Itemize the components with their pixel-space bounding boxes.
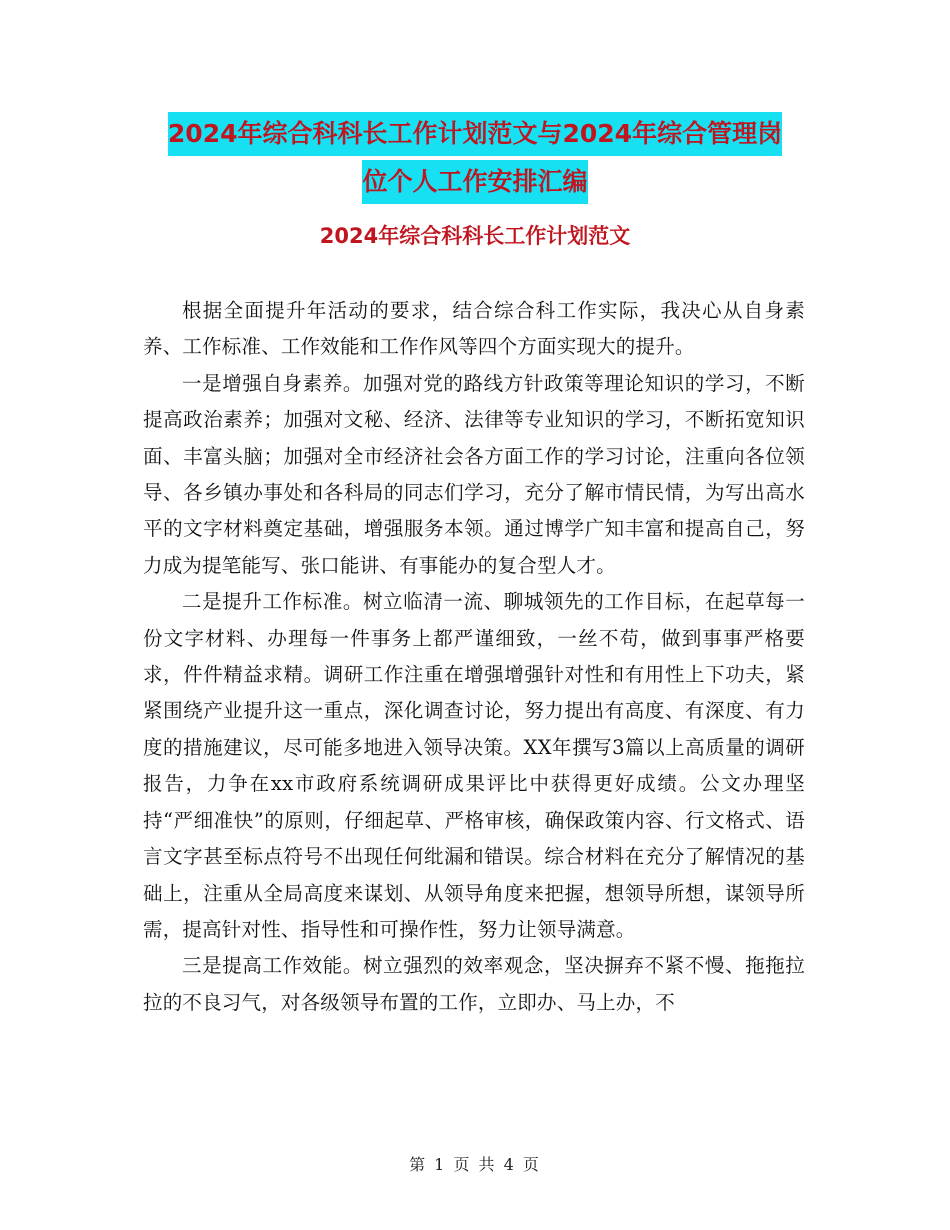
- title-line-2: 位个人工作安排汇编: [362, 160, 587, 204]
- section-title: 2024年综合科科长工作计划范文: [319, 224, 631, 248]
- paragraph: 二是提升工作标准。树立临清一流、聊城领先的工作目标，在起草每一份文字材料、办理每一件事务上都严谨细致，一丝不苟，做到事事严格要求，件件精益求精。调研工作注重在增强增强针对性和有用性上下功夫，紧紧围绕产业提升这一重点，深化调查讨论，努力提出有高度、有深度、有力度的措施建议，尽可能多地进入领导决策。XX年撰写3篇以上高质量的调研报告，力争在xx市政府系统调研成果评比中获得更好成绩。公文办理坚持“严细准快”的原则，仔细起草、严格审核，确保政策内容、行文格式、语言文字甚至标点符号不出现任何纰漏和错误。综合材料在充分了解情况的基础上，注重从全局高度来谋划、从领导角度来把握，想领导所想，谋领导所需，提高针对性、指导性和可操作性，努力让领导满意。: [143, 590, 805, 941]
- paragraph: 三是提高工作效能。树立强烈的效率观念，坚决摒弃不紧不慢、拖拖拉拉的不良习气，对各级领导布置的工作，立即办、马上办，不: [143, 954, 805, 1014]
- paragraph: 根据全面提升年活动的要求，结合综合科工作实际，我决心从自身素养、工作标准、工作效能和工作作风等四个方面实现大的提升。: [143, 299, 805, 359]
- document-title: [140, 112, 810, 208]
- paragraph: 一是增强自身素养。加强对党的路线方针政策等理论知识的学习，不断提高政治素养；加强对文秘、经济、法律等专业知识的学习，不断拓宽知识面、丰富头脑；加强对全市经济社会各方面工作的学习讨论，注重向各位领导、各乡镇办事处和各科局的同志们学习，充分了解市情民情，为写出高水平的文字材料奠定基础，增强服务本领。通过博学广知丰富和提高自己，努力成为提笔能写、张口能讲、有事能办的复合型人才。: [143, 371, 805, 577]
- page-footer: 第 1 页 共 4 页: [409, 1155, 541, 1174]
- document-body: [143, 293, 805, 1021]
- title-line-1: 2024年综合科科长工作计划范文与2024年综合管理岗: [168, 112, 782, 156]
